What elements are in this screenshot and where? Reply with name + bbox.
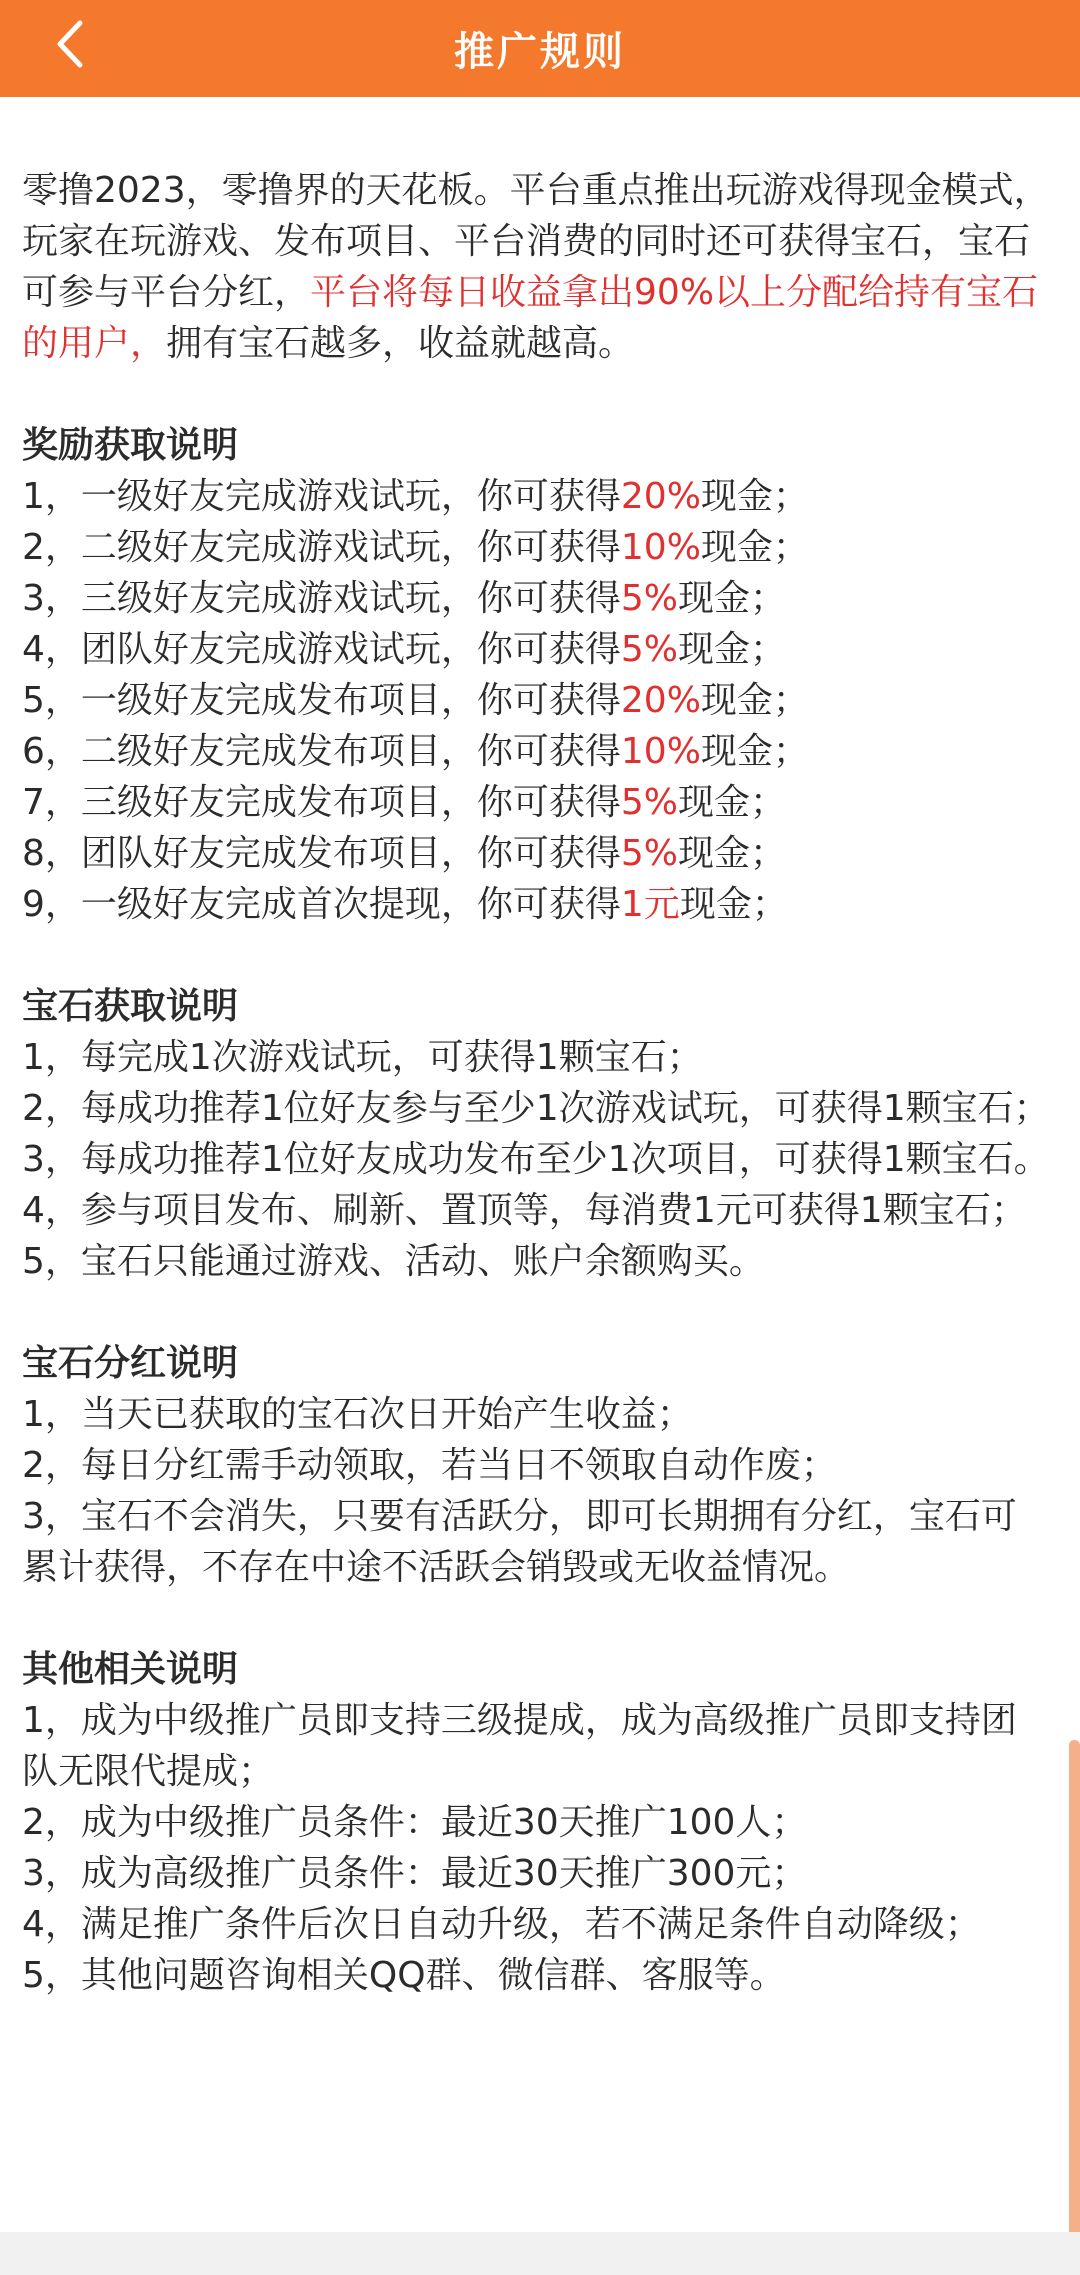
reward-value: 1元 bbox=[620, 884, 680, 925]
reward-text: 2，二级好友完成游戏试玩，你可获得 bbox=[22, 527, 621, 568]
list-item: 3，宝石不会消失，只要有活跃分，即可长期拥有分红，宝石可累计获得，不存在中途不活跃会销毁或无收益情况。 bbox=[22, 1496, 1017, 1588]
reward-suffix: 现金； bbox=[700, 680, 809, 721]
scrollbar[interactable] bbox=[1069, 1740, 1080, 2240]
chevron-left-icon bbox=[50, 19, 90, 69]
list-item: 3，成为高级推广员条件：最近30天推广300元； bbox=[22, 1853, 808, 1894]
other-section bbox=[22, 1644, 1052, 2001]
app-header bbox=[0, 0, 1080, 97]
reward-value: 5% bbox=[620, 782, 679, 823]
list-item bbox=[22, 777, 1052, 828]
reward-text: 4，团队好友完成游戏试玩，你可获得 bbox=[22, 629, 621, 670]
gems-heading: 宝石获取说明 bbox=[22, 986, 239, 1027]
gems-section bbox=[22, 981, 1052, 1287]
intro-highlight: 平台将每日收益拿出90%以上分配给持有宝石的用户， bbox=[22, 272, 1039, 364]
reward-value: 20% bbox=[620, 680, 701, 721]
list-item: 2，成为中级推广员条件：最近30天推广100人； bbox=[22, 1802, 808, 1843]
dividend-list bbox=[22, 1389, 1052, 1593]
list-item: 2，每成功推荐1位好友参与至少1次游戏试玩，可获得1颗宝石； bbox=[22, 1088, 1050, 1129]
list-item bbox=[22, 522, 1052, 573]
rewards-section bbox=[22, 420, 1052, 930]
list-item: 1，当天已获取的宝石次日开始产生收益； bbox=[22, 1394, 693, 1435]
reward-text: 3，三级好友完成游戏试玩，你可获得 bbox=[22, 578, 621, 619]
page-title: 推广规则 bbox=[454, 29, 626, 75]
list-item bbox=[22, 879, 1052, 930]
rules-content bbox=[22, 165, 1052, 2001]
intro-text-end: 拥有宝石越多，收益就越高。 bbox=[166, 323, 635, 364]
list-item: 1，每完成1次游戏试玩，可获得1颗宝石； bbox=[22, 1037, 703, 1078]
list-item bbox=[22, 471, 1052, 522]
reward-value: 10% bbox=[620, 527, 701, 568]
list-item: 4，参与项目发布、刷新、置顶等，每消费1元可获得1颗宝石； bbox=[22, 1190, 1027, 1231]
reward-value: 5% bbox=[620, 578, 679, 619]
rewards-list bbox=[22, 471, 1052, 930]
other-heading: 其他相关说明 bbox=[22, 1649, 239, 1690]
reward-value: 5% bbox=[620, 629, 679, 670]
list-item bbox=[22, 675, 1052, 726]
reward-value: 5% bbox=[620, 833, 679, 874]
reward-text: 8，团队好友完成发布项目，你可获得 bbox=[22, 833, 621, 874]
rewards-heading: 奖励获取说明 bbox=[22, 425, 239, 466]
reward-suffix: 现金； bbox=[678, 578, 787, 619]
dividend-heading: 宝石分红说明 bbox=[22, 1343, 239, 1384]
list-item bbox=[22, 573, 1052, 624]
list-item: 1，成为中级推广员即支持三级提成，成为高级推广员即支持团队无限代提成； bbox=[22, 1700, 1017, 1792]
bottom-strip bbox=[0, 2232, 1080, 2275]
reward-text: 9，一级好友完成首次提现，你可获得 bbox=[22, 884, 621, 925]
list-item bbox=[22, 624, 1052, 675]
reward-suffix: 现金； bbox=[700, 476, 809, 517]
intro-text: 零撸2023，零撸界的天花板。平台重点推出玩游戏得现金模式，玩家在玩游戏、发布项目、平台消费的同时还可获得宝石，宝石可参与平台分红， bbox=[22, 170, 1050, 313]
list-item: 2，每日分红需手动领取，若当日不领取自动作废； bbox=[22, 1445, 837, 1486]
reward-suffix: 现金； bbox=[700, 731, 809, 772]
dividend-section bbox=[22, 1338, 1052, 1593]
reward-suffix: 现金； bbox=[678, 629, 787, 670]
reward-text: 6，二级好友完成发布项目，你可获得 bbox=[22, 731, 621, 772]
list-item: 4，满足推广条件后次日自动升级，若不满足条件自动降级； bbox=[22, 1904, 981, 1945]
list-item: 5，其他问题咨询相关QQ群、微信群、客服等。 bbox=[22, 1955, 786, 1996]
reward-text: 5，一级好友完成发布项目，你可获得 bbox=[22, 680, 621, 721]
list-item bbox=[22, 828, 1052, 879]
reward-value: 20% bbox=[620, 476, 701, 517]
reward-text: 1，一级好友完成游戏试玩，你可获得 bbox=[22, 476, 621, 517]
list-item: 3，每成功推荐1位好友成功发布至少1次项目，可获得1颗宝石。 bbox=[22, 1139, 1050, 1180]
list-item bbox=[22, 726, 1052, 777]
reward-suffix: 现金； bbox=[700, 527, 809, 568]
intro-paragraph bbox=[22, 165, 1052, 369]
reward-suffix: 现金； bbox=[679, 884, 788, 925]
reward-value: 10% bbox=[620, 731, 701, 772]
list-item: 5，宝石只能通过游戏、活动、账户余额购买。 bbox=[22, 1241, 765, 1282]
gems-list bbox=[22, 1032, 1052, 1287]
reward-text: 7，三级好友完成发布项目，你可获得 bbox=[22, 782, 621, 823]
back-button[interactable] bbox=[40, 14, 100, 74]
other-list bbox=[22, 1695, 1052, 2001]
reward-suffix: 现金； bbox=[678, 833, 787, 874]
reward-suffix: 现金； bbox=[678, 782, 787, 823]
